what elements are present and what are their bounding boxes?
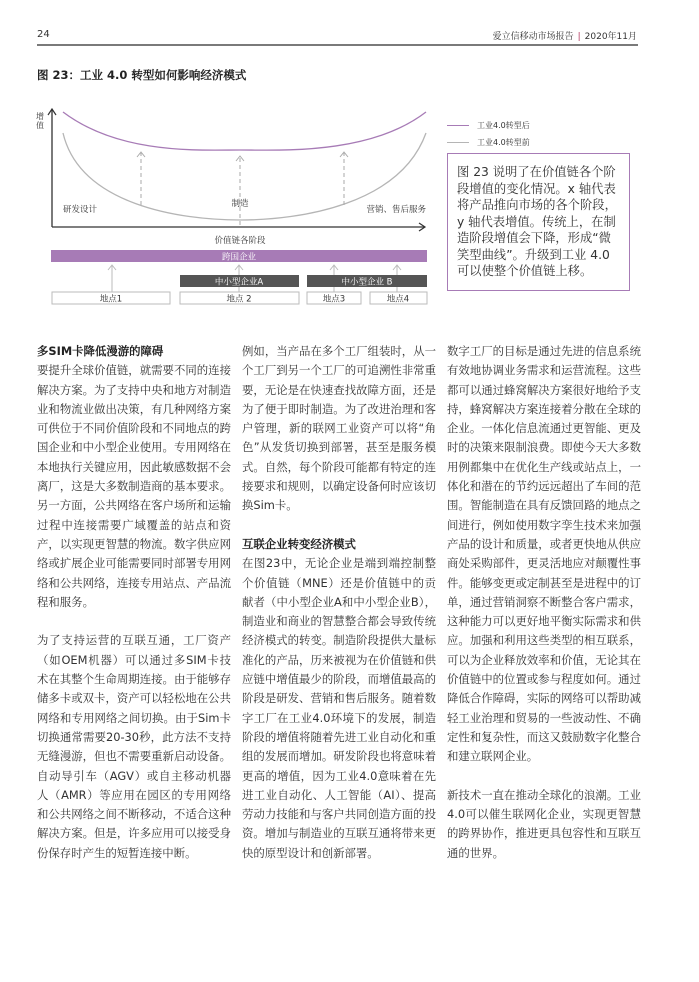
y-axis-label-1: 增: [36, 112, 44, 121]
location-label-2: 地点 2: [226, 294, 252, 305]
section-heading-multi-sim: 多SIM卡降低漫游的障碍: [37, 344, 164, 358]
sme-b-label: 中小型企业 B: [341, 277, 393, 288]
report-title: 爱立信移动市场报告: [492, 32, 574, 42]
legend-item-after: [447, 117, 530, 134]
legend-item-before: [447, 134, 530, 151]
paragraph: 例如，当产品在多个工厂组装时，从一个工厂到另一个工厂的可追溯性非常重要，无论是在快速查找故障方面，还是为了便于即时制造。为了改进治理和客户管理，新的联网工业资产可以将“角色”从发货切换到部署，甚至是服务模式。自然，每个阶段可能都有特定的连接要求和规则，以确定设备何时应该切换Sim卡。: [242, 344, 436, 513]
text-column-2: [242, 342, 436, 882]
figure-title: 图 23：工业 4.0 转型如何影响经济模式: [37, 68, 247, 82]
paragraph: 要提升全球价值链，就需要不同的连接解决方案。为了支持中央和地方对制造业和物流业做出决策，有几种网络方案可供位于不同价值阶段和不同地点的跨国企业和中小型企业使用。专用网络在本地执行关键应用，因此敏感数据不会离厂，这是大多数制造商的基本要求。另一方面，公共网络在客户场所和运输过程中连接需要广域覆盖的站点和资产，以实现更智慧的物流。数字供应网络或扩展企业可能需要同时部署专用网络和公共网络，连接专用站点、产品流程和服务。: [37, 363, 231, 609]
mne-bar-label: 跨国企业: [221, 252, 257, 263]
figure-callout: 图 23 说明了在价值链各个阶段增值的变化情况。x 轴代表将产品推向市场的各个阶段，y 轴代表增值。传统上，在制造阶段增值会下降，形成“微笑型曲线”。升级到工业 4.0可以使整个价值链上移。: [447, 153, 630, 291]
smile-curve-diagram: [30, 95, 450, 310]
text-column-1: [37, 342, 231, 882]
paragraph: 在图23中，无论企业是端到端控制整个价值链（MNE）还是价值链中的贡献者（中小型企业A和中小型企业B），制造业和商业的智慧整合都会导致传统经济模式的转变。制造阶段提供大量标准化的产品，历来被视为在价值链和供应链中增值最少的阶段，而增值最高的阶段是研发、营销和售后服务。随着数字工厂在工业4.0环境下的发展，制造阶段的增值将随着先进工业自动化和重组的发展而增加。研发阶段也将意味着更高的增值，因为工业4.0意味着在先进工业自动化、人工智能（AI）、提高劳动力技能和与客户共同创造方面的投资。增加与制造业的互联互通将带来更快的原型设计和创新部署。: [242, 556, 436, 860]
stage-label-rd: 研发设计: [63, 205, 98, 215]
sme-a-label: 中小型企业A: [214, 277, 264, 288]
figure-legend: [447, 117, 530, 151]
header-rule: [37, 44, 638, 46]
y-axis-label-2: 值: [36, 121, 44, 130]
section-heading-connected-enterprise: 互联企业转变经济模式: [242, 536, 356, 551]
location-label-4: 地点4: [386, 294, 410, 305]
legend-swatch-after: [447, 125, 469, 127]
paragraph: 数字工厂的目标是通过先进的信息系统有效地协调业务需求和运营流程。这些都可以通过蜂窝解决方案很好地给予支持，蜂窝解决方案连接着分散在全球的企业。一体化信息流通过更智能、更及时的决策来限制浪费。即使今天大多数用例都集中在优化生产线或站点上，一体化和潜在的节约远远超出了车间的范围。智能制造在具有反馈回路的地点之间进行，例如使用数字孪生技术来加强产品的设计和质量，或者更快地从供应商处采购部件，更灵活地应对颠覆性事件。能够变更或定制甚至是进程中的订单，通过营销洞察不断整合客户需求，这种能力可以更好地平衡实际需求和供应。加强和利用这些类型的相互联系，可以为企业释放效率和价值，无论其在价值链中的位置或参与程度如何。通过降低合作障碍，实际的网络可以帮助减轻工业治理和贸易的一些波动性、不确定性和复杂性，而这又鼓励数字化整合和建立联网企业。: [447, 344, 641, 764]
legend-label-before: 工业4.0转型前: [477, 138, 530, 147]
x-axis-label: 价值链各阶段: [214, 236, 266, 246]
location-label-1: 地点1: [99, 294, 123, 305]
stage-label-marketing: 营销、售后服务: [366, 205, 426, 215]
location-label-3: 地点3: [322, 294, 346, 305]
stage-label-manufacturing: 制造: [231, 199, 249, 209]
running-header: [493, 29, 637, 42]
paragraph: 为了支持运营的互联互通，工厂资产（如OEM机器）可以通过多SIM卡技术在其整个生命周期连接。由于能够存储多卡或双卡，资产可以轻松地在公共网络和专用网络之间切换。由于Sim卡切换通常需要20-30秒，此方法不支持无缝漫游，但也不需要重新启动设备。自动导引车（AGV）或自主移动机器人（AMR）等应用在园区的专用网络和公共网络之间不断移动，不适合这种解决方案。但是，许多应用可以接受身份保存时产生的短暂连接中断。: [37, 633, 231, 860]
header-separator: |: [577, 32, 581, 42]
legend-swatch-before: [447, 142, 469, 144]
curve-after-transformation: [63, 112, 426, 150]
paragraph: 新技术一直在推动全球化的浪潮。工业4.0可以催生联网化企业，实现更智慧的跨界协作，推进更具包容性和互联互通的世界。: [447, 787, 641, 860]
page-number: 24: [37, 29, 50, 40]
legend-label-after: 工业4.0转型后: [477, 121, 530, 130]
report-date: 2020年11月: [584, 32, 637, 42]
text-column-3: [447, 342, 641, 882]
